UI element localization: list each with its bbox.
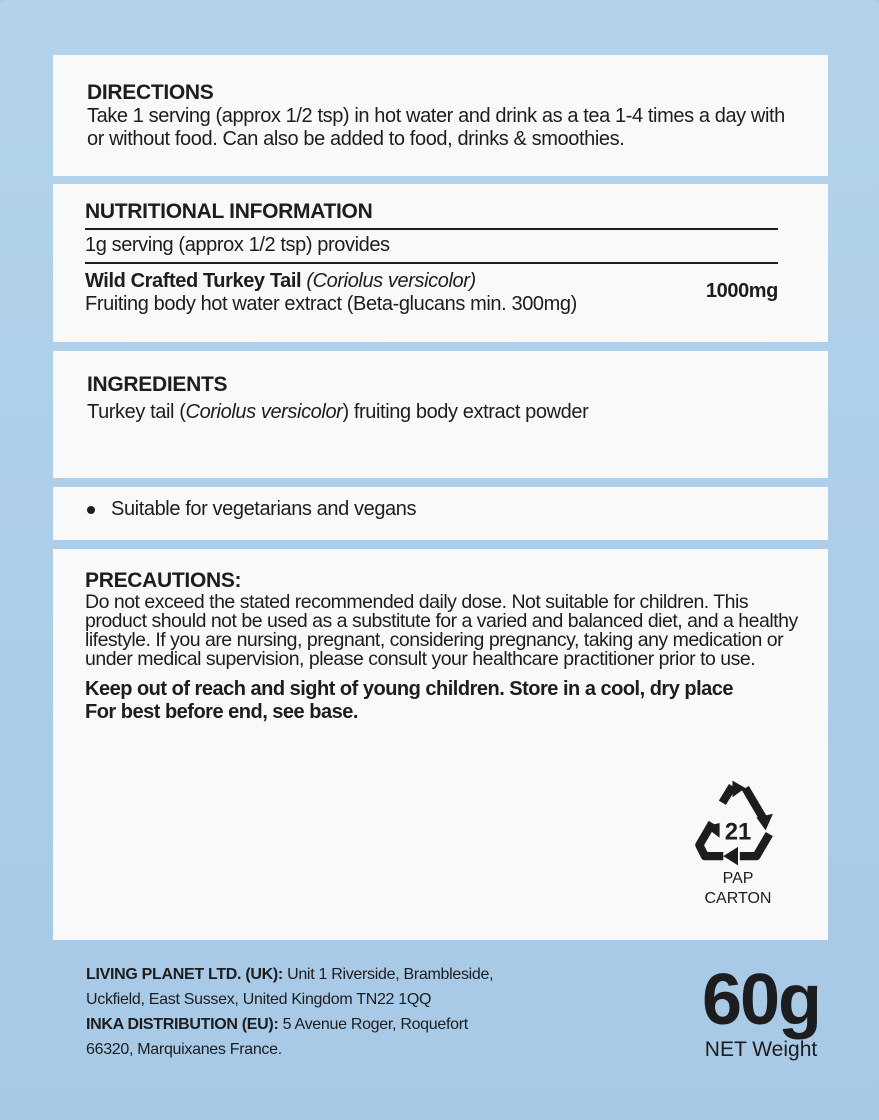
nutrition-heading: NUTRITIONAL INFORMATION [85, 200, 373, 223]
directions-heading: DIRECTIONS [87, 81, 214, 104]
nutrition-item-name: Wild Crafted Turkey Tail [85, 270, 302, 292]
net-weight-value: 60g [701, 960, 821, 1040]
directions-text: Take 1 serving (approx 1/2 tsp) in hot water and drink as a tea 1-4 times a day with or without food. Can also be added to food, drinks & smoothies. [87, 105, 785, 150]
recycle-code: 21 [724, 818, 752, 846]
suitable-panel [53, 487, 828, 540]
recycling-triangle-icon [692, 777, 784, 869]
recycle-label-2: CARTON [704, 890, 772, 907]
directions-panel [53, 55, 828, 176]
nutrition-rule-top [85, 228, 778, 230]
nutrition-item-amount: 1000mg [705, 280, 778, 302]
ingredients-panel [53, 351, 828, 478]
company-address: LIVING PLANET LTD. (UK): Unit 1 Riverside, Brambleside, Uckfield, East Sussex, United Kingdom TN22 1QQ INKA DISTRIBUTION (EU): 5 Avenue Roger, Roquefort 66320, Marquixanes France. [86, 966, 494, 1058]
footer [86, 960, 821, 1062]
precautions-heading: PRECAUTIONS: [85, 569, 242, 592]
nutrition-row [85, 270, 778, 316]
nutrition-serving: 1g serving (approx 1/2 tsp) provides [85, 234, 390, 256]
nutrition-panel [53, 184, 828, 342]
precautions-panel [53, 549, 828, 940]
ingredients-heading: INGREDIENTS [87, 373, 228, 396]
net-weight-label: NET Weight [704, 1038, 818, 1061]
precautions-text: Do not exceed the stated recommended daily dose. Not suitable for children. This product should not be used as a substitute for a varied and balanced diet, and a healthy lifestyle. If you are nursing, pregnant, considering pregnancy, taking any medication or under medical supervision, please consult your healthcare practitioner prior to use. [85, 591, 798, 670]
suitable-text: Suitable for vegetarians and vegans [111, 498, 417, 520]
net-weight [686, 962, 836, 1062]
nutrition-item-latin: (Coriolus versicolor) [306, 270, 476, 292]
recycle-mark [690, 777, 786, 909]
nutrition-item [85, 270, 577, 316]
recycle-label-1: PAP [722, 870, 754, 887]
uk-company-label: LIVING PLANET LTD. (UK): [86, 966, 283, 983]
ingredients-text: Turkey tail (Coriolus versicolor) fruiting body extract powder [87, 401, 589, 423]
storage-text: Keep out of reach and sight of young children. Store in a cool, dry place For best before end, see base. [85, 678, 734, 723]
nutrition-rule-mid [85, 262, 778, 264]
bullet-icon [87, 506, 95, 514]
nutrition-item-desc: Fruiting body hot water extract (Beta-glucans min. 300mg) [85, 293, 577, 315]
eu-company-label: INKA DISTRIBUTION (EU): [86, 1016, 279, 1033]
ingredients-latin: Coriolus versicolor [185, 401, 343, 423]
